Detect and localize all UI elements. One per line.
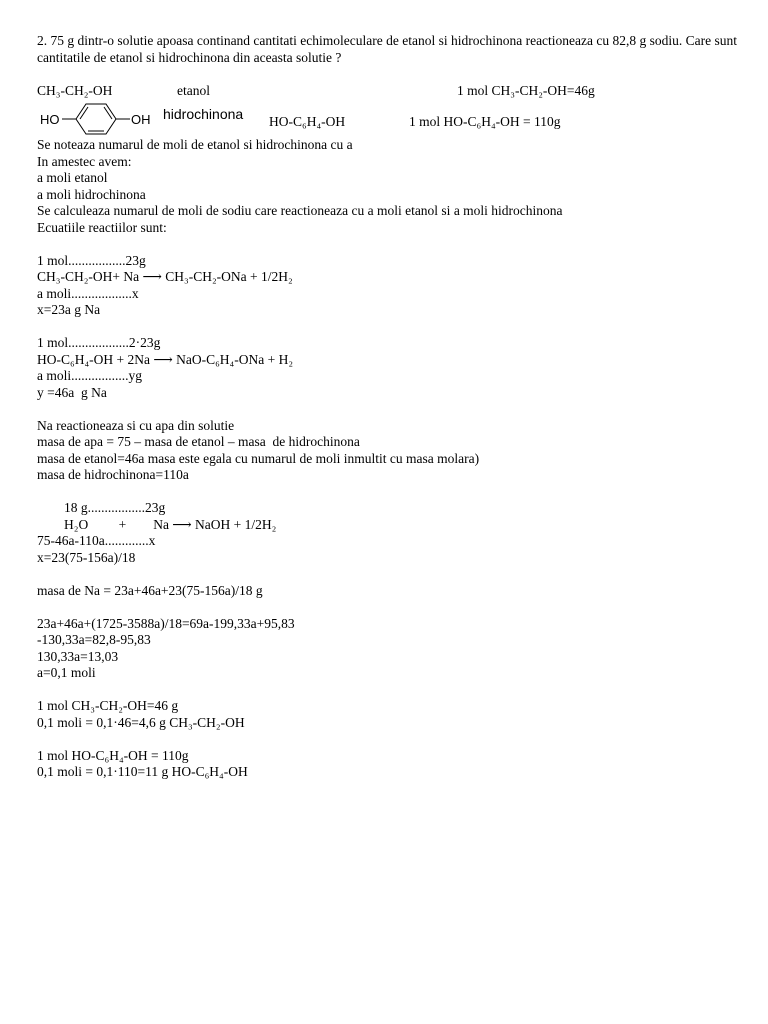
ethanol-formula: CH₃-CH₂-OH bbox=[37, 83, 113, 98]
text-line: masa de hidrochinona=110a bbox=[37, 467, 189, 482]
text-line: Ecuatiile reactiilor sunt: bbox=[37, 219, 167, 235]
reaction-2-ratio: a moli.................yg bbox=[37, 368, 142, 383]
text-line: Na reactioneaza si cu apa din solutie bbox=[37, 417, 235, 433]
structure-double-bond-2 bbox=[104, 107, 112, 119]
sodium-mass-line: masa de Na = 23a+46a+23(75-156a)/18 g bbox=[37, 582, 263, 598]
text-line: a moli hidrochinona bbox=[37, 186, 146, 202]
hydroquinone-formula: HO-C₆H₄-OH bbox=[269, 114, 346, 129]
problem-statement: 2. 75 g dintr-o solutie apoasa continand cantitati echimoleculare de etanol si hidrochinona reactioneaza cu 82,8 g sodiu. Care sunt cantitatile de etanol si hidrochinona din aceasta solutie ? bbox=[37, 33, 738, 65]
ethanol-result-line: 0,1 moli = 0,1·46=4,6 g CH₃-CH₂-OH bbox=[37, 714, 245, 730]
structure-benzene-ring bbox=[76, 104, 116, 134]
structure-double-bond-1 bbox=[80, 107, 88, 119]
text-line: Se calculeaza numarul de moli de sodiu care reactioneaza cu a moli etanol si a moli hidrochinona bbox=[37, 203, 563, 218]
text-line: Se noteaza numarul de moli de etanol si hidrochinona cu a bbox=[37, 137, 353, 152]
hydroquinone-molar-mass: 1 mol HO-C₆H₄-OH = 110g bbox=[409, 114, 561, 129]
text-line: masa de etanol=46a masa este egala cu numarul de moli inmultit cu masa molara) bbox=[37, 450, 480, 466]
ethanol-result-line: 1 mol CH₃-CH₂-OH=46 g bbox=[37, 698, 179, 713]
hydroquinone-row bbox=[37, 102, 737, 137]
reaction-1-ratio: a moli..................x bbox=[37, 285, 139, 301]
ethanol-row bbox=[37, 83, 737, 102]
hydroquinone-result-line: 0,1 moli = 0,1·110=11 g HO-C₆H₄-OH bbox=[37, 764, 248, 779]
reaction-1-ratio: 1 mol.................23g bbox=[37, 252, 146, 268]
reaction-1-result: x=23a g Na bbox=[37, 302, 101, 317]
reaction-3-result: x=23(75-156a)/18 bbox=[37, 549, 136, 565]
ethanol-molar-mass: 1 mol CH₃-CH₂-OH=46g bbox=[457, 83, 595, 98]
ethanol-name: etanol bbox=[177, 83, 210, 98]
reaction-3-ratio: 75-46a-110a.............x bbox=[37, 533, 156, 548]
structure-ho-label: HO bbox=[40, 112, 60, 127]
hydroquinone-name: hidrochinona bbox=[163, 106, 244, 122]
text-line: a moli etanol bbox=[37, 170, 108, 185]
calculation-line: -130,33a=82,8-95,83 bbox=[37, 632, 151, 647]
calculation-line: a=0,1 moli bbox=[37, 665, 96, 680]
reaction-2-equation: HO-C₆H₄-OH + 2Na ⟶ NaO-C₆H₄-ONa + H₂ bbox=[37, 351, 294, 367]
calculation-line: 23a+46a+(1725-3588a)/18=69a-199,33a+95,83 bbox=[37, 615, 295, 631]
text-line: masa de apa = 75 – masa de etanol – masa de hidrochinona bbox=[37, 434, 360, 449]
text-line: In amestec avem: bbox=[37, 153, 132, 169]
reaction-1-equation: CH₃-CH₂-OH+ Na ⟶ CH₃-CH₂-ONa + 1/2H₂ bbox=[37, 269, 293, 284]
reaction-3-ratio: 18 g.................23g bbox=[64, 500, 166, 515]
document-body bbox=[37, 33, 737, 781]
reaction-2-ratio: 1 mol..................2·23g bbox=[37, 335, 161, 350]
structure-oh-label: OH bbox=[131, 112, 151, 127]
hydroquinone-result-line: 1 mol HO-C₆H₄-OH = 110g bbox=[37, 747, 189, 763]
reaction-2-result: y =46a g Na bbox=[37, 384, 107, 400]
hydroquinone-structure bbox=[37, 102, 159, 136]
reaction-3-equation: H₂O + Na ⟶ NaOH + 1/2H₂ bbox=[64, 516, 277, 532]
calculation-line: 130,33a=13,03 bbox=[37, 648, 119, 664]
